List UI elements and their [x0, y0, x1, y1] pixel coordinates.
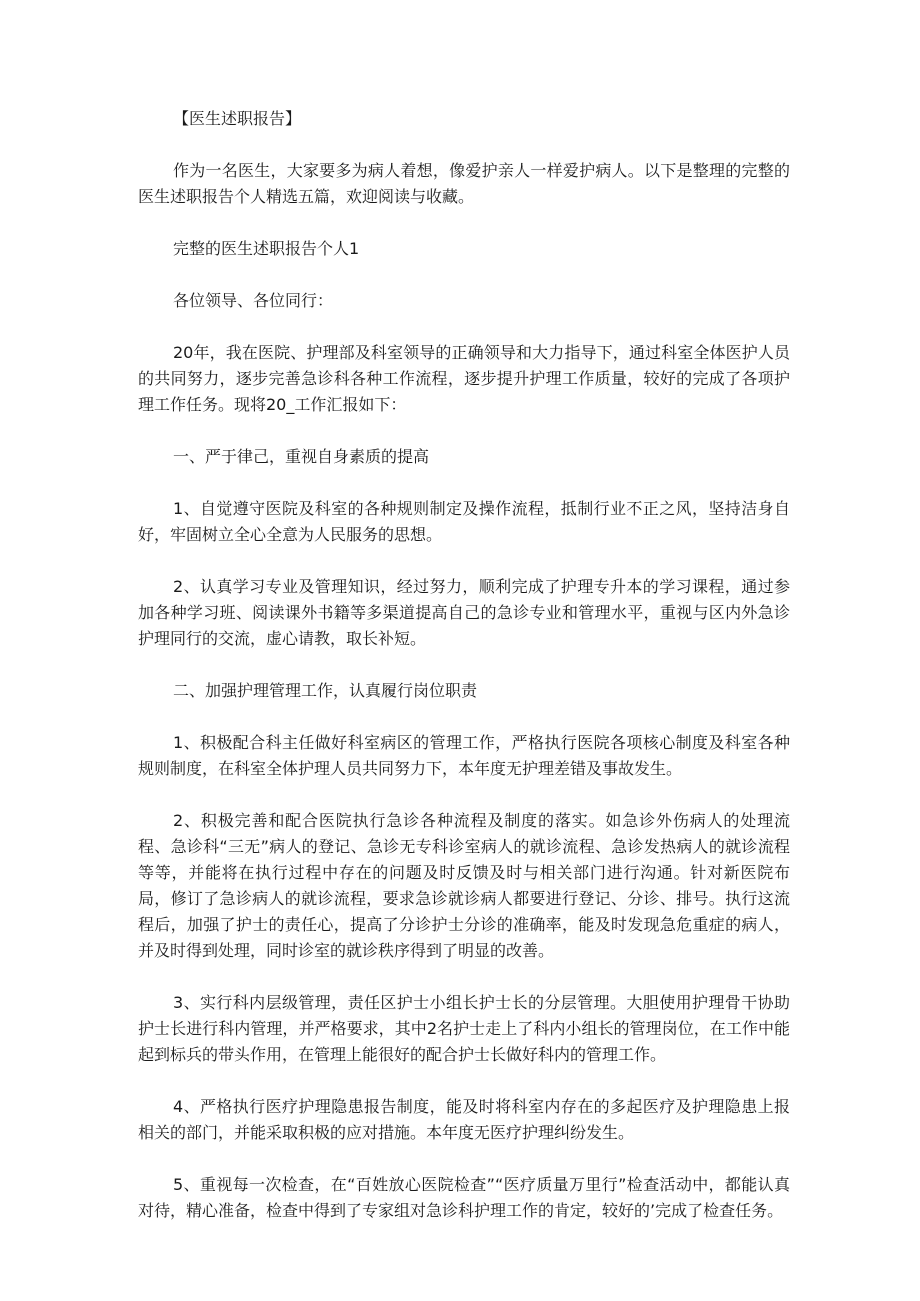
part-two-item-2: 2、积极完善和配合医院执行急诊各种流程及制度的落实。如急诊外伤病人的处理流程、急诊科“三无”病人的登记、急诊无专科诊室病人的就诊流程、急诊发热病人的就诊流程等等，并能将在执行过程中存在的问题及时反馈及时与相关部门进行沟通。针对新医院布局，修订了急诊病人的就诊流程，要求急诊就诊病人都要进行登记、分诊、排号。执行这流程后，加强了护士的责任心，提高了分诊护士分诊的准确率，能及时发现急危重症的病人，并及时得到处理，同时诊室的就诊秩序得到了明显的改善。 [138, 811, 790, 960]
part-two-heading: 二、加强护理管理工作，认真履行岗位职责 [173, 681, 478, 700]
document-title: 【医生述职报告】 [173, 109, 302, 128]
summary-paragraph: 20年，我在医院、护理部及科室领导的正确领导和大力指导下，通过科室全体医护人员的共同努力，逐步完善急诊科各种工作流程，逐步提升护理工作质量，较好的完成了各项护理工作任务。现将20_工作汇报如下： [138, 343, 790, 414]
part-two-item-5: 5、重视每一次检查，在“百姓放心医院检查”“医疗质量万里行”检查活动中，都能认真对待，精心准备，检查中得到了专家组对急诊科护理工作的肯定，较好的’完成了检查任务。 [138, 1175, 790, 1220]
section-heading: 完整的医生述职报告个人1 [173, 239, 360, 258]
part-two-item-4: 4、严格执行医疗护理隐患报告制度，能及时将科室内存在的多起医疗及护理隐患上报相关的部门，并能采取积极的应对措施。本年度无医疗护理纠纷发生。 [138, 1097, 790, 1142]
part-two-item-1: 1、积极配合科主任做好科室病区的管理工作，严格执行医院各项核心制度及科室各种规则制度，在科室全体护理人员共同努力下，本年度无护理差错及事故发生。 [138, 733, 790, 778]
part-one-item-2: 2、认真学习专业及管理知识，经过努力，顺利完成了护理专升本的学习课程，通过参加各种学习班、阅读课外书籍等多渠道提高自己的急诊专业和管理水平，重视与区内外急诊护理同行的交流，虚心请教，取长补短。 [138, 577, 790, 648]
part-one-item-1: 1、自觉遵守医院及科室的各种规则制定及操作流程，抵制行业不正之风，坚持洁身自好，牢固树立全心全意为人民服务的思想。 [138, 499, 790, 544]
salutation: 各位领导、各位同行： [173, 291, 334, 310]
document-body [138, 106, 790, 1224]
part-one-heading: 一、严于律己，重视自身素质的提高 [173, 447, 430, 466]
intro-paragraph: 作为一名医生，大家要多为病人着想，像爱护亲人一样爱护病人。以下是整理的完整的医生述职报告个人精选五篇，欢迎阅读与收藏。 [138, 161, 790, 206]
part-two-item-3: 3、实行科内层级管理，责任区护士小组长护士长的分层管理。大胆使用护理骨干协助护士长进行科内管理，并严格要求，其中2名护士走上了科内小组长的管理岗位，在工作中能起到标兵的带头作用，在管理上能很好的配合护士长做好科内的管理工作。 [138, 993, 790, 1064]
